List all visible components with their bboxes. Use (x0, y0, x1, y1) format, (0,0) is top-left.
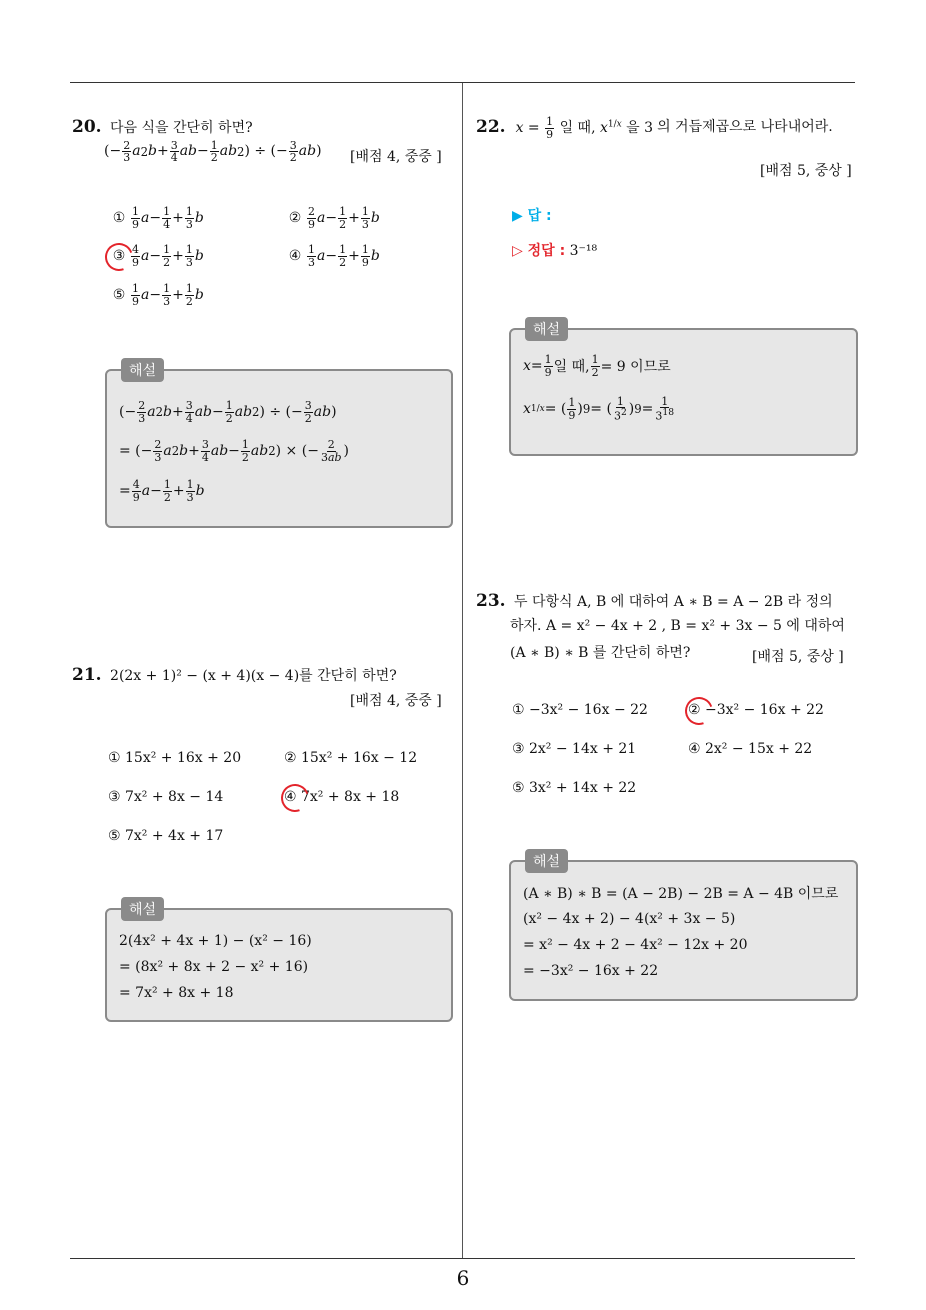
solution-tag: 해설 (525, 849, 568, 873)
option-3[interactable]: ③ 2x² − 14x + 21 (512, 741, 637, 757)
question-line-3: (A ∗ B) ∗ B 를 간단히 하면? (510, 645, 691, 661)
question-number: 23. (476, 591, 506, 611)
option-1[interactable]: ① −3x² − 16x − 22 (512, 702, 648, 718)
solution-box-21 (105, 902, 453, 1022)
solution-tag: 해설 (121, 897, 164, 921)
option-number: ③ (108, 248, 130, 264)
correct-answer (512, 240, 597, 260)
option-5[interactable]: ⑤ 7x² + 4x + 17 (108, 828, 224, 844)
option-2[interactable] (688, 702, 824, 718)
solution-tag: 해설 (525, 317, 568, 341)
question-23-meta: [배점 5, 중상 ] (752, 649, 844, 665)
option-5[interactable]: ⑤ 3x² + 14x + 22 (512, 780, 637, 796)
question-21-meta: [배점 4, 중중 ] (350, 693, 442, 709)
option-4[interactable]: ④ 2x² − 15x + 22 (688, 741, 813, 757)
question-line-1: 두 다항식 A, B 에 대하여 A ∗ B = A − 2B 라 정의 (514, 594, 833, 610)
answer-label: ▶ 답 : (512, 208, 552, 224)
page-number: 6 (456, 1266, 470, 1290)
question-expression: 2(2x + 1)² − (x + 4)(x − 4) (110, 668, 300, 684)
solution-tag: 해설 (121, 358, 164, 382)
solution-line: = −3x² − 16x + 22 (523, 963, 659, 979)
solution-line: (A ∗ B) ∗ B = (A − 2B) − 2B = A − 4B 이므로 (523, 886, 839, 902)
solution-line: 2(4x² + 4x + 1) − (x² − 16) (119, 933, 312, 949)
solution-box-22: 해설 x = $\frac{1}{9}$ 일 때, $\frac{1}{2}$ = 9 이므로 x 1/x = ( $\frac{1}{9}$ ) 9 = ( $\frac{1}{3^2}$ ) 9 = $\frac{1}{3^{18}}$ (509, 328, 858, 456)
question-number: 22. (476, 117, 506, 138)
option-1[interactable]: ① $\frac{1}{9}$ a − $\frac{1}{4}$ + $\frac{1}{3}$ b (108, 206, 204, 230)
question-22-meta: [배점 5, 중상 ] (760, 163, 852, 179)
question-20-meta: [배점 4, 중중 ] (350, 149, 442, 165)
question-22: 22. x = $\frac{1}{9}$ 일 때, $x^{1/x}$ 을 3 의 거듭제곱으로 나타내어라. (476, 115, 833, 141)
option-label: ② −3x² − 16x + 22 (688, 702, 824, 718)
question-text: 를 간단히 하면? (299, 668, 397, 684)
question-number: 20. (72, 117, 102, 137)
solution-line: = 7x² + 8x + 18 (119, 985, 234, 1001)
question-21 (72, 664, 397, 688)
answer-circle-icon (276, 779, 313, 816)
correct-value: 3⁻¹⁸ (569, 243, 598, 259)
option-3[interactable]: ③ 7x² + 8x − 14 (108, 789, 224, 805)
option-number: ④ (288, 248, 302, 265)
option-5[interactable]: ⑤ $\frac{1}{9}$ a − $\frac{1}{3}$ + $\frac{1}{2}$ b (108, 283, 204, 307)
option-4[interactable]: ④ $\frac{1}{3}$ a − $\frac{1}{2}$ + $\frac{1}{9}$ b (284, 244, 380, 268)
solution-box-23 (509, 854, 858, 1001)
option-number: ⑤ (112, 287, 126, 304)
solution-box-20: 해설 (− $\frac{2}{3}$ a 2 b + $\frac{3}{4}$ ab − $\frac{1}{2}$ ab 2 ) ÷ (− $\frac{3}{2}$ ab ) = (− $\frac{2}{3}$ a 2 b + $\frac{3}{4}$ ab − $\frac{1}{2}$ ab 2 ) × (− $\frac{2}{3ab}$ ) = $\frac{4}{9}$ a − $\frac{1}{2}$ + $\frac{1}{3}$ b (105, 369, 453, 528)
bottom-rule (70, 1258, 855, 1259)
column-divider (462, 83, 463, 1259)
option-number: ① (112, 210, 126, 227)
option-2[interactable]: ② $\frac{2}{9}$ a − $\frac{1}{2}$ + $\frac{1}{3}$ b (284, 206, 380, 230)
option-number: ② (288, 210, 302, 227)
option-1[interactable]: ① 15x² + 16x + 20 (108, 750, 242, 766)
option-label: ④ 7x² + 8x + 18 (284, 789, 400, 805)
question-line-2: 하자. A = x² − 4x + 2 , B = x² + 3x − 5 에 대하여 (510, 618, 845, 634)
question-expression: (− $\frac{2}{3}$ a 2 b + $\frac{3}{4}$ ab − $\frac{1}{2}$ ab 2 ) ÷ (− $\frac{3}{2}$ ab ) (104, 138, 322, 165)
question-text: 다음 식을 간단히 하면? (110, 120, 253, 136)
correct-label: ▷ 정답 : (512, 243, 566, 259)
question-number: 21. (72, 665, 102, 685)
solution-line: (x² − 4x + 2) − 4(x² + 3x − 5) (523, 911, 736, 927)
solution-line: = (8x² + 8x + 2 − x² + 16) (119, 959, 309, 975)
answer-circle-icon (680, 692, 717, 729)
answer-prompt (512, 205, 552, 225)
question-20 (72, 116, 322, 164)
solution-line: = x² − 4x + 2 − 4x² − 12x + 20 (523, 937, 748, 953)
option-3[interactable]: ③ $\frac{4}{9}$ a − $\frac{1}{2}$ + $\frac{1}{3}$ b (108, 244, 204, 268)
option-2[interactable]: ② 15x² + 16x − 12 (284, 750, 418, 766)
question-text: 의 거듭제곱으로 나타내어라. (657, 119, 833, 136)
option-4[interactable] (284, 789, 399, 805)
